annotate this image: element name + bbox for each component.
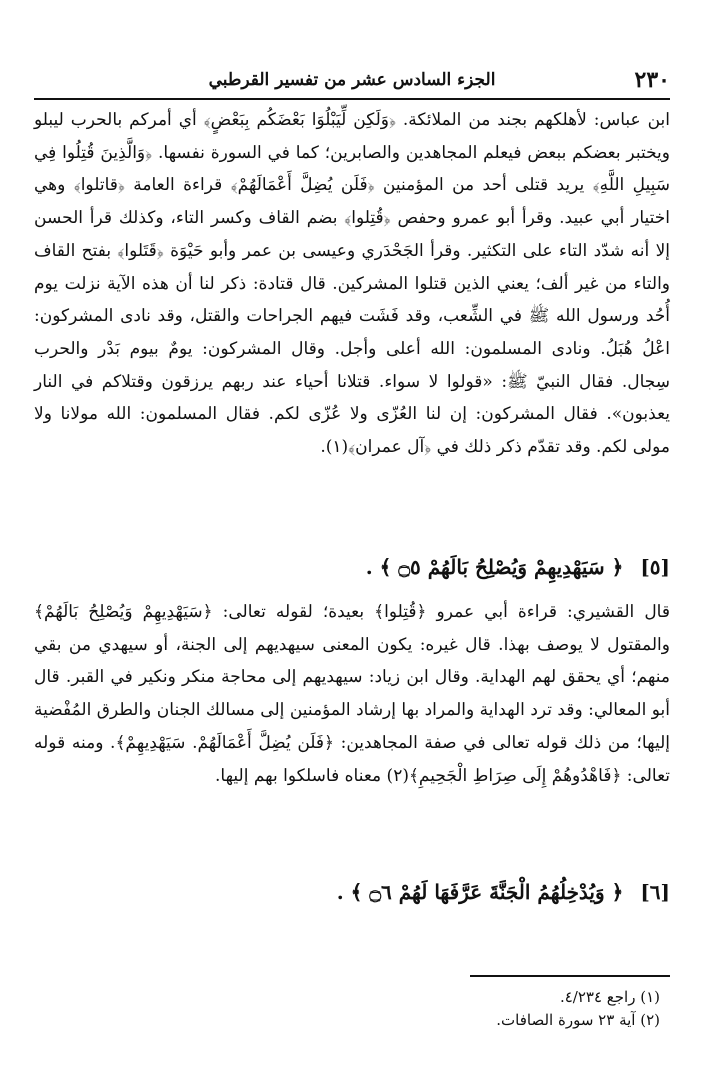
- page-number: ٢٣٠: [634, 67, 670, 93]
- verse-number-5: [٥]: [640, 555, 670, 579]
- commentary-paragraph-2: قال القشيري: قراءة أبي عمرو ﴿قُتِلوا﴾ بعيدة؛ لقوله تعالى: ﴿سَيَهْدِيهِمْ وَيُصْلِحُ بَالَهُمْ﴾ والمقتول لا يوصف بهذا. قال غيره: يكون المعنى سيهديهم إلى الجنة، أو سيهدي من بقي منهم؛ أي يحقق لهم الهداية. وقال ابن زياد: سيهديهم إلى محاجة منكر ونكير في القبر. قال أبو المعالي: وقد ترد الهداية والمراد بها إرشاد المؤمنين إلى مسالك الجنان والطرق المُفْضية إليها؛ من ذلك قوله تعالى في صفة المجاهدين: ﴿فَلَن يُضِلَّ أَعْمَالَهُمْ. سَيَهْدِيهِمْ﴾. ومنه قوله تعالى: ﴿فَاهْدُوهُمْ إِلَى صِرَاطِ الْجَحِيمِ﴾(٢) معناه فاسلكوا بهم إليها.: [34, 602, 670, 786]
- verse-text-6: ﴿ وَيُدْخِلُهُمُ الْجَنَّةَ عَرَّفَهَا لَهُمْ ۝٦ ﴾ .: [336, 880, 624, 904]
- footnote-2: (٢) آية ٢٣ سورة الصافات.: [496, 1011, 660, 1029]
- commentary-block-1: [34, 104, 670, 524]
- verse-number-6: [٦]: [640, 880, 670, 904]
- commentary-paragraph-1: ابن عباس: لأهلكهم بجند من الملائكة. ﴿وَلَكِن لِّيَبْلُوَا بَعْضَكُم بِبَعْضٍ﴾ أي أمركم بالحرب ليبلو ويختبر بعضكم ببعض فيعلم المجاهدين والصابرين؛ كما في السورة نفسها. ﴿وَالَّذِينَ قُتِلُوا فِي سَبِيلِ اللَّهِ﴾ يريد قتلى أحد من المؤمنين ﴿فَلَن يُضِلَّ أَعْمَالَهُمْ﴾ قراءة العامة ﴿قاتلوا﴾ وهي اختيار أبي عبيد. وقرأ أبو عمرو وحفص ﴿قُتِلوا﴾ بضم القاف وكسر التاء، وكذلك قرأ الحسن إلا أنه شدّد التاء على التكثير. وقرأ الجَحْدَري وعيسى بن عمر وأبو حَيْوَة ﴿قَتَلوا﴾ بفتح القاف والتاء من غير ألف؛ يعني الذين قتلوا المشركين. قال قتادة: ذكر لنا أن هذه الآية نزلت يوم أُحُد ورسول الله ﷺ في الشِّعب، وقد فَشَت فيهم الجراحات والقتل، وقد نادى المشركون: اعْلُ هُبَلُ. ونادى المسلمون: الله أعلى وأجل. وقال المشركون: يومٌ بيوم بَدْر والحرب سِجال. فقال النبيّ ﷺ: «قولوا لا سواء. قتلانا أحياء عند ربهم يرزقون وقتلاكم في النار يعذبون». فقال المشركون: إن لنا العُزّى ولا عُزّى لكم. فقال المسلمون: الله مولانا ولا مولى لكم. وقد تقدّم ذكر ذلك في ﴿آل عمران﴾(١).: [34, 110, 670, 458]
- footnotes: [34, 986, 660, 1032]
- verse-text-5: ﴿ سَيَهْدِيهِمْ وَيُصْلِحُ بَالَهُمْ ۝٥ ﴾ .: [365, 555, 624, 579]
- page-header: [34, 66, 670, 96]
- footnote-1: (١) راجع ٤/٢٣٤.: [559, 988, 660, 1006]
- footnote-rule: [470, 975, 670, 977]
- verse-heading-5: [34, 549, 670, 585]
- header-rule: [34, 98, 670, 100]
- verse-heading-6: [34, 874, 670, 910]
- commentary-block-2: [34, 596, 670, 860]
- running-title: الجزء السادس عشر من تفسير القرطبي: [208, 70, 496, 90]
